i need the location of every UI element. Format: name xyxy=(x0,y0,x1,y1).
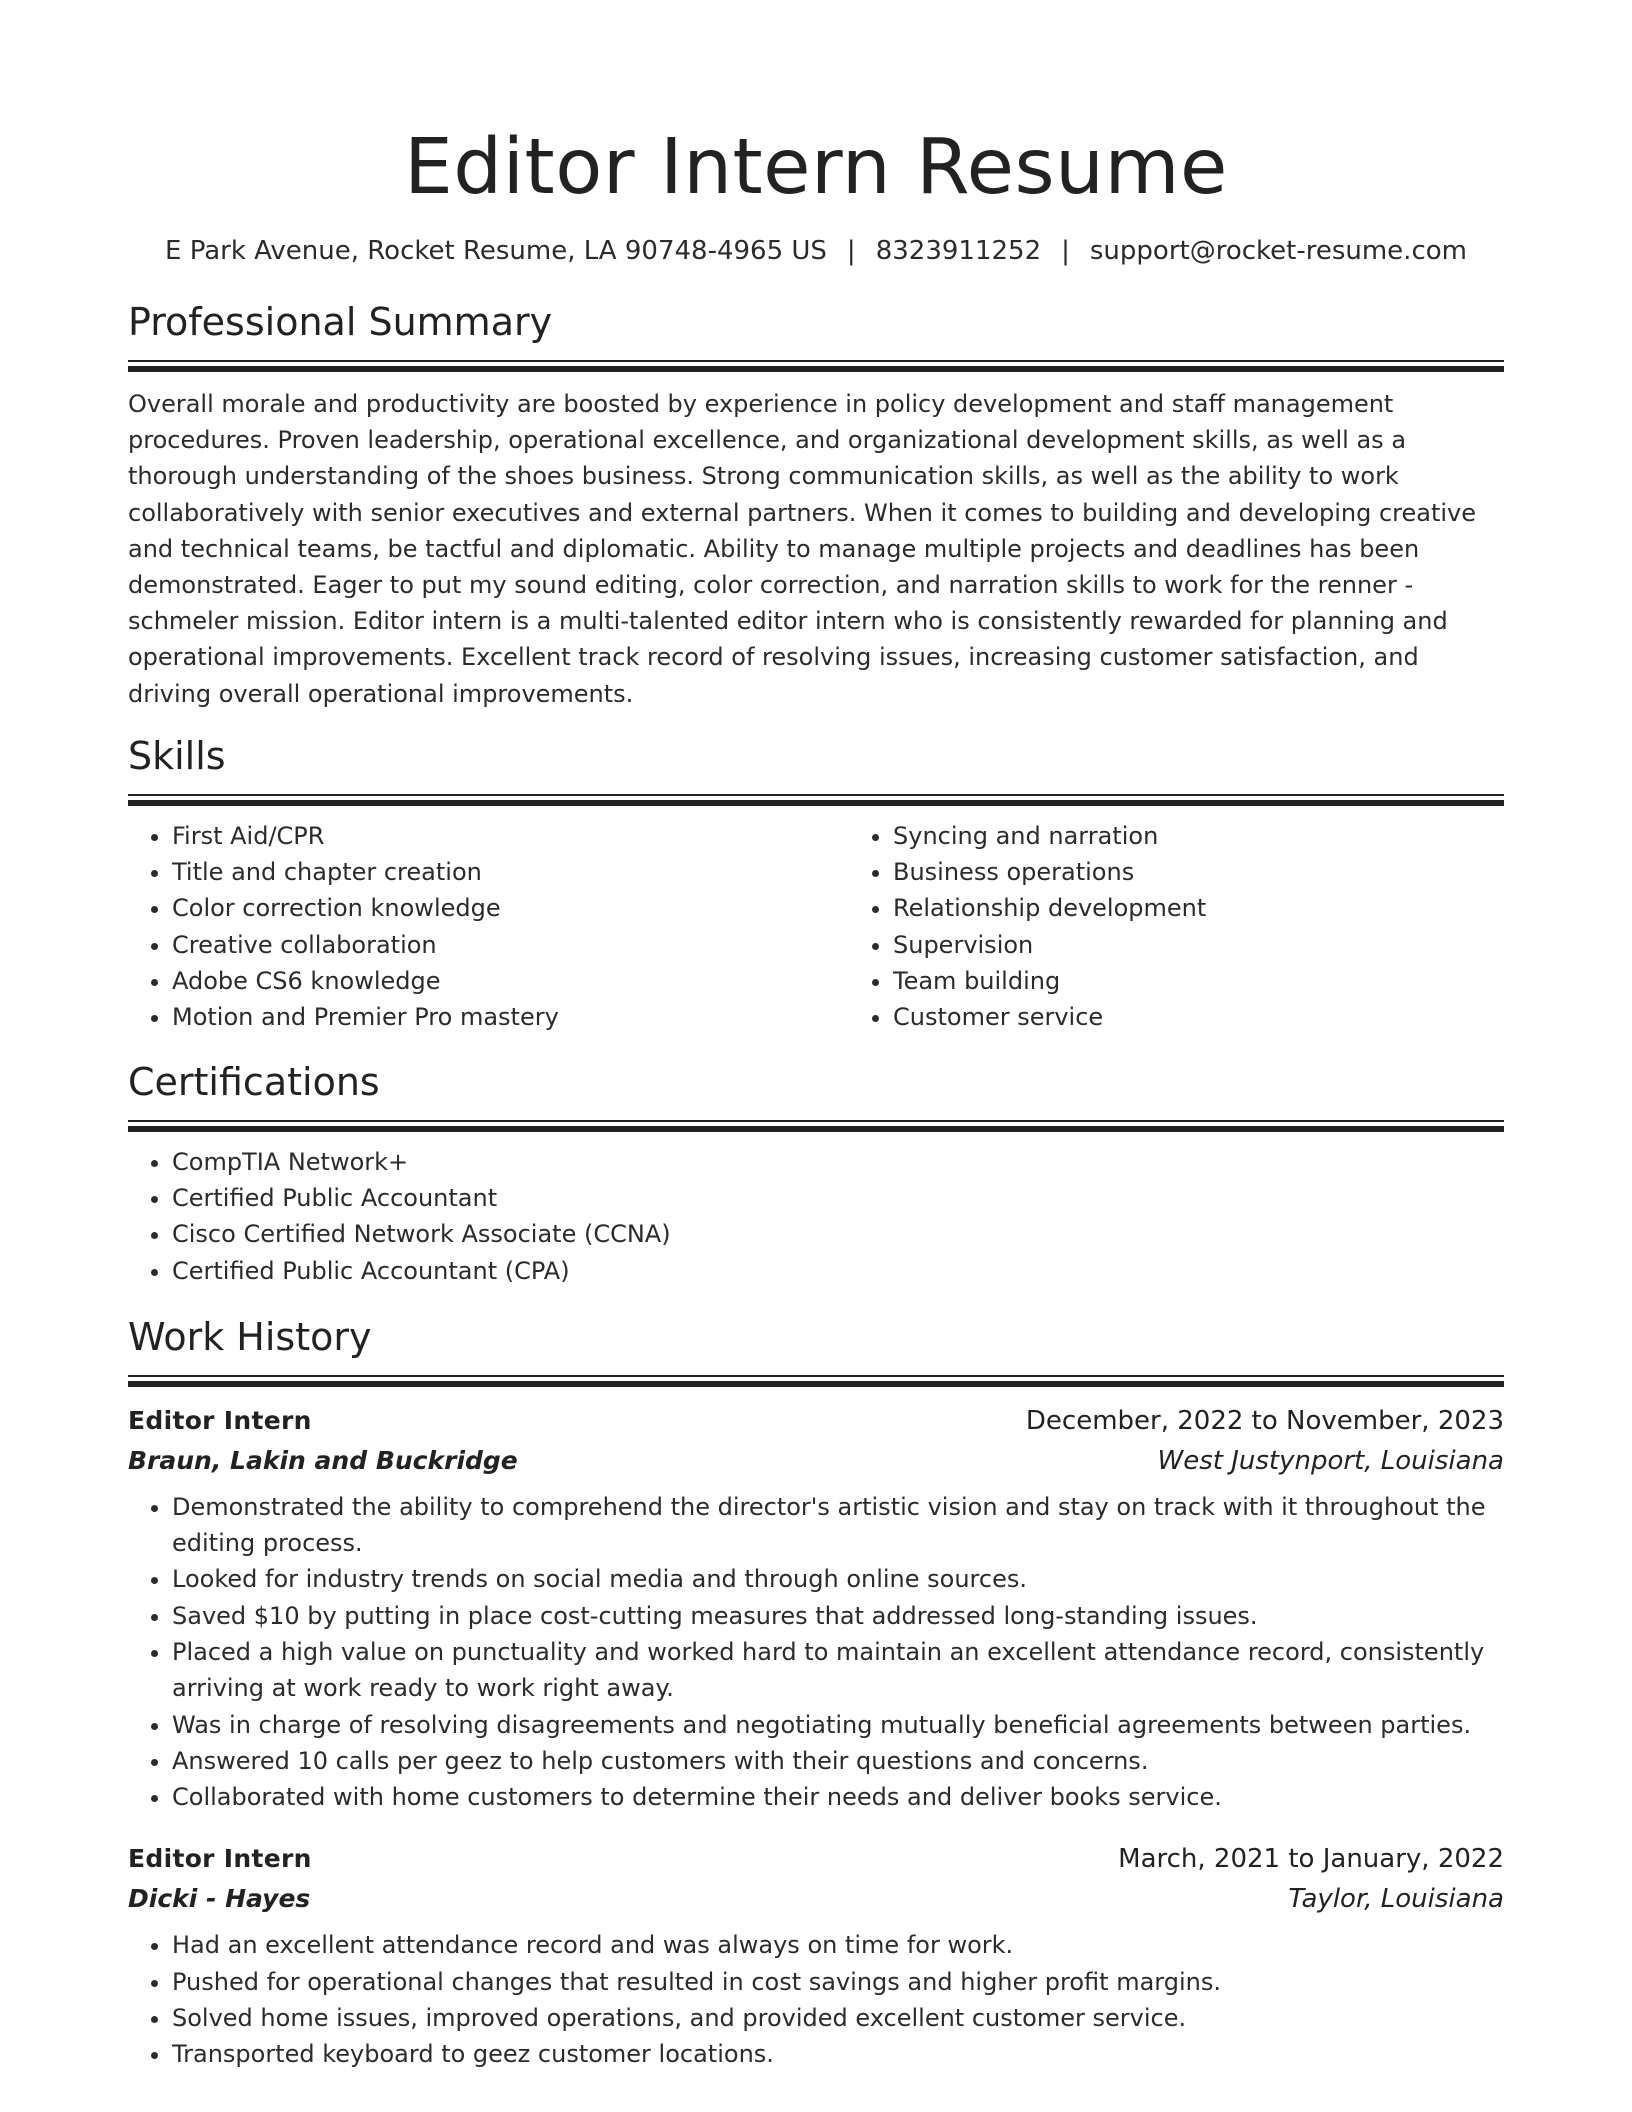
resume-title: Editor Intern Resume xyxy=(404,123,1228,212)
job-bullet: • Answered 10 calls per geez to help customers with their questions and concerns. xyxy=(172,1743,1504,1779)
job-company: Dicki - Hayes xyxy=(128,1884,311,1914)
section-title-work-history: Work History xyxy=(128,1314,372,1359)
section-title-summary: Professional Summary xyxy=(128,300,553,344)
job-bullet: • Pushed for operational changes that resulted in cost savings and higher profit margins. xyxy=(172,1964,1504,2000)
skill-item: • Creative collaboration xyxy=(172,927,849,963)
certifications-section xyxy=(128,1058,1504,1289)
certification-item: • Certified Public Accountant (CPA) xyxy=(172,1253,1504,1289)
skills-grid xyxy=(128,818,1504,1036)
skills-list-left xyxy=(128,818,849,1036)
skill-item: • Title and chapter creation xyxy=(172,854,849,890)
certification-item: • CompTIA Network+ xyxy=(172,1144,1504,1180)
job-company-row xyxy=(128,1441,1504,1481)
job-dates: December, 2022 to November, 2023 xyxy=(1025,1405,1504,1436)
job-dates: March, 2021 to January, 2022 xyxy=(1118,1844,1504,1875)
job-location: West Justynport, Louisiana xyxy=(1157,1445,1504,1476)
contact-separator: | xyxy=(1061,236,1070,266)
skill-item: • Color correction knowledge xyxy=(172,890,849,926)
job-header-row xyxy=(128,1839,1504,1879)
job-bullet: • Demonstrated the ability to comprehend the director's artistic vision and stay on track with it throughout the editing process. xyxy=(172,1489,1504,1562)
job-title: Editor Intern xyxy=(128,1844,312,1874)
summary-section xyxy=(128,298,1504,712)
skill-item: • Team building xyxy=(893,963,1504,999)
job-bullet: • Was in charge of resolving disagreements and negotiating mutually beneficial agreements between parties. xyxy=(172,1707,1504,1743)
skill-item: • Adobe CS6 knowledge xyxy=(172,963,849,999)
skills-section xyxy=(128,732,1504,1036)
skill-item: • Customer service xyxy=(893,999,1504,1035)
skill-item: • First Aid/CPR xyxy=(172,818,849,854)
contact-email: support@rocket-resume.com xyxy=(1089,236,1467,266)
job-header-row xyxy=(128,1401,1504,1441)
contact-phone: 8323911252 xyxy=(875,236,1042,266)
certifications-list xyxy=(128,1144,1504,1289)
skill-item: • Supervision xyxy=(893,927,1504,963)
job-bullet: • Looked for industry trends on social media and through online sources. xyxy=(172,1561,1504,1597)
job-location: Taylor, Louisiana xyxy=(1288,1884,1504,1915)
job-bullets xyxy=(128,1489,1504,1816)
job-title: Editor Intern xyxy=(128,1405,312,1435)
job-bullets xyxy=(128,1927,1504,2072)
skill-item: • Relationship development xyxy=(893,890,1504,926)
section-divider xyxy=(128,1375,1504,1387)
contact-line xyxy=(128,234,1504,268)
work-history-section xyxy=(128,1313,1504,2073)
summary-text: Overall morale and productivity are boosted by experience in policy development and staff management procedures. Proven leadership, operational excellence, and organizational development skills, as well as a thorough understanding of the shoes business. Strong communication skills, as well as the ability to work collaboratively with senior executives and external partners. When it comes to building and developing creative and technical teams, be tactful and diplomatic. Ability to manage multiple projects and deadlines has been demonstrated. Eager to put my sound editing, color correction, and narration skills to work for the renner - schmeler mission. Editor intern is a multi-talented editor intern who is consistently rewarded for planning and operational improvements. Excellent track record of resolving issues, increasing customer satisfaction, and driving overall operational improvements. xyxy=(128,390,1477,708)
skill-item: • Motion and Premier Pro mastery xyxy=(172,999,849,1035)
section-title-skills: Skills xyxy=(128,733,226,778)
section-divider xyxy=(128,1120,1504,1132)
skills-list-right xyxy=(849,818,1504,1036)
job-bullet: • Transported keyboard to geez customer locations. xyxy=(172,2036,1504,2072)
job-entry xyxy=(128,1401,1504,1816)
skill-item: • Business operations xyxy=(893,854,1504,890)
contact-address: E Park Avenue, Rocket Resume, LA 90748-4965 US xyxy=(165,236,827,266)
skill-item: • Syncing and narration xyxy=(893,818,1504,854)
section-divider xyxy=(128,794,1504,806)
job-company-row xyxy=(128,1879,1504,1919)
certification-item: • Cisco Certified Network Associate (CCNA) xyxy=(172,1216,1504,1252)
contact-separator: | xyxy=(846,236,856,266)
job-bullet: • Placed a high value on punctuality and worked hard to maintain an excellent attendance record, consistently arriving at work ready to work right away. xyxy=(172,1634,1504,1707)
certification-item: • Certified Public Accountant xyxy=(172,1180,1504,1216)
job-company: Braun, Lakin and Buckridge xyxy=(128,1445,518,1475)
job-bullet: • Saved $10 by putting in place cost-cutting measures that addressed long-standing issues. xyxy=(172,1598,1504,1634)
job-bullet: • Had an excellent attendance record and was always on time for work. xyxy=(172,1927,1504,1963)
job-bullet: • Collaborated with home customers to determine their needs and deliver books service. xyxy=(172,1779,1504,1815)
section-divider xyxy=(128,360,1504,372)
job-entry xyxy=(128,1839,1504,2072)
job-bullet: • Solved home issues, improved operations, and provided excellent customer service. xyxy=(172,2000,1504,2036)
section-title-certifications: Certifications xyxy=(128,1059,380,1104)
